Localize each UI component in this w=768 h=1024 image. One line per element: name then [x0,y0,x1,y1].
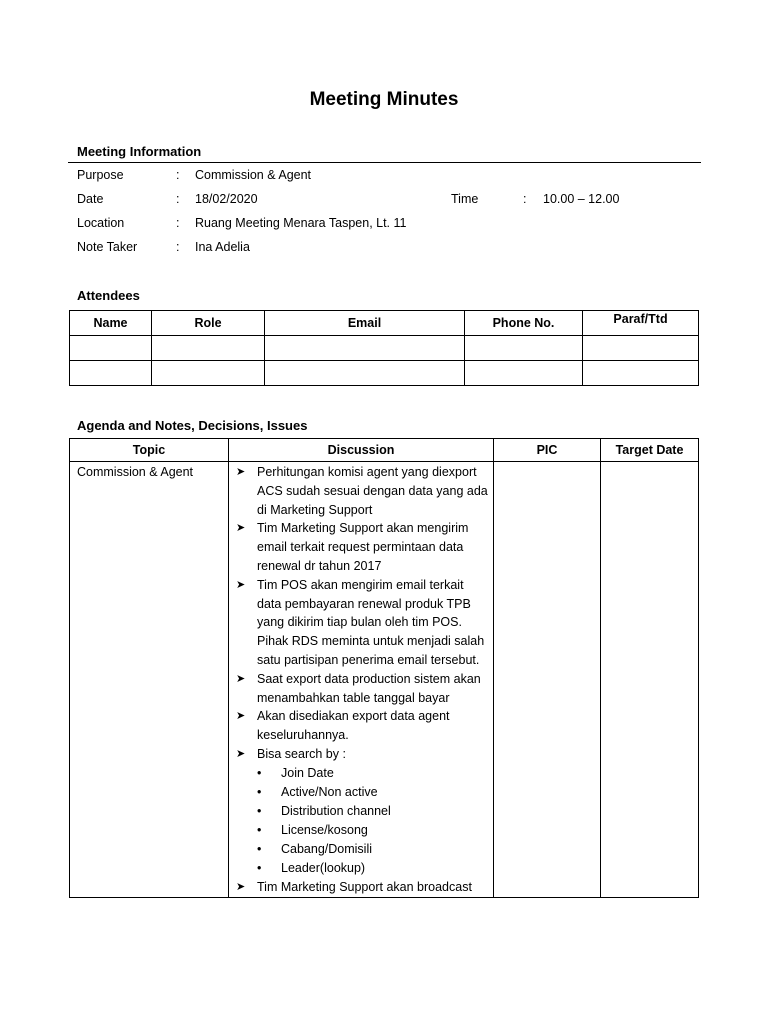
arrowhead-bullet-icon: ➤ [236,747,246,760]
table-cell [265,336,465,361]
location-label: Location [77,216,125,230]
col-email: Email [265,311,465,336]
list-item-text: Saat export data production sistem akan menambahkan table tanggal bayar [257,671,481,705]
table-cell [70,361,152,386]
sub-list-item [229,802,489,821]
col-signature: Paraf/Ttd [583,311,699,336]
list-item [229,670,489,708]
sub-list-item-text: Distribution channel [281,803,391,818]
list-item-text: Perhitungan komisi agent yang diexport ACS sudah sesuai dengan data yang ada di Marketing Support [257,465,488,517]
sub-list-item-text: Active/Non active [281,784,378,799]
list-item-text: Tim POS akan mengirim email terkait data pembayaran renewal produk TPB yang dikirim tiap bulan oleh tim POS. Pihak RDS meminta untuk menjadi salah satu partisipan penerima email tersebut. [257,577,485,667]
sub-list-item [229,764,489,783]
list-item-text: Akan disediakan export data agent keseluruhannya. [257,709,450,743]
sub-list-item-text: Cabang/Domisili [281,841,373,856]
sub-list-item [229,840,489,859]
col-pic: PIC [494,439,601,462]
date-colon: : [176,192,180,206]
list-item [229,519,489,575]
table-cell [265,361,465,386]
attendees-heading: Attendees [77,288,140,303]
col-role: Role [152,311,265,336]
col-discussion: Discussion [229,439,494,462]
sub-list-item-text: License/kosong [281,822,368,837]
time-value: 10.00 – 12.00 [543,192,620,206]
dot-bullet-icon: • [257,803,262,818]
col-phone: Phone No. [465,311,583,336]
location-colon: : [176,216,180,230]
pic-cell [494,462,601,898]
list-item [229,576,489,670]
arrowhead-bullet-icon: ➤ [236,880,246,893]
topic-cell: Commission & Agent [70,462,229,898]
sub-list-item-text: Leader(lookup) [281,860,366,875]
time-colon: : [523,192,527,206]
agenda-table [69,438,699,898]
col-name: Name [70,311,152,336]
date-label: Date [77,192,104,206]
list-item [229,745,489,764]
table-cell [152,361,265,386]
target-date-cell [601,462,699,898]
arrowhead-bullet-icon: ➤ [236,578,246,591]
table-row [70,462,699,898]
col-topic: Topic [70,439,229,462]
sub-list-item [229,783,489,802]
time-label: Time [451,192,479,206]
table-cell [465,336,583,361]
list-item-text: Bisa search by : [257,746,346,761]
attendees-header-row [70,311,699,336]
dot-bullet-icon: • [257,765,262,780]
meeting-info-heading: Meeting Information [77,144,202,159]
discussion-cell [229,462,494,898]
dot-bullet-icon: • [257,822,262,837]
table-cell [152,336,265,361]
date-value: 18/02/2020 [195,192,258,206]
list-item-text: Tim Marketing Support akan mengirim email terkait request permintaan data renewal dr tahun 2017 [257,521,469,573]
note-taker-label: Note Taker [77,240,138,254]
table-cell [583,336,699,361]
table-cell [465,361,583,386]
dot-bullet-icon: • [257,860,262,875]
arrowhead-bullet-icon: ➤ [236,710,246,723]
sub-list-item-text: Join Date [281,765,334,780]
dot-bullet-icon: • [257,841,262,856]
arrowhead-bullet-icon: ➤ [236,672,246,685]
table-row [70,361,699,386]
list-item [229,878,489,897]
list-item [229,707,489,745]
purpose-label: Purpose [77,168,124,182]
note-taker-value: Ina Adelia [195,240,250,254]
agenda-heading: Agenda and Notes, Decisions, Issues [77,418,308,433]
purpose-colon: : [176,168,180,182]
table-row [70,336,699,361]
purpose-value: Commission & Agent [195,168,312,182]
table-cell [583,361,699,386]
section-divider [68,162,701,163]
dot-bullet-icon: • [257,784,262,799]
col-target-date: Target Date [601,439,699,462]
agenda-header-row [70,439,699,462]
note-taker-colon: : [176,240,180,254]
arrowhead-bullet-icon: ➤ [236,522,246,535]
list-item [229,463,489,519]
discussion-list [229,463,489,897]
sub-list-item [229,821,489,840]
location-value: Ruang Meeting Menara Taspen, Lt. 11 [195,216,407,230]
page-title: Meeting Minutes [309,89,459,110]
table-cell [70,336,152,361]
arrowhead-bullet-icon: ➤ [236,466,246,478]
sub-list-item [229,859,489,878]
attendees-table [69,310,699,386]
list-item-text: Tim Marketing Support akan broadcast [257,879,472,894]
